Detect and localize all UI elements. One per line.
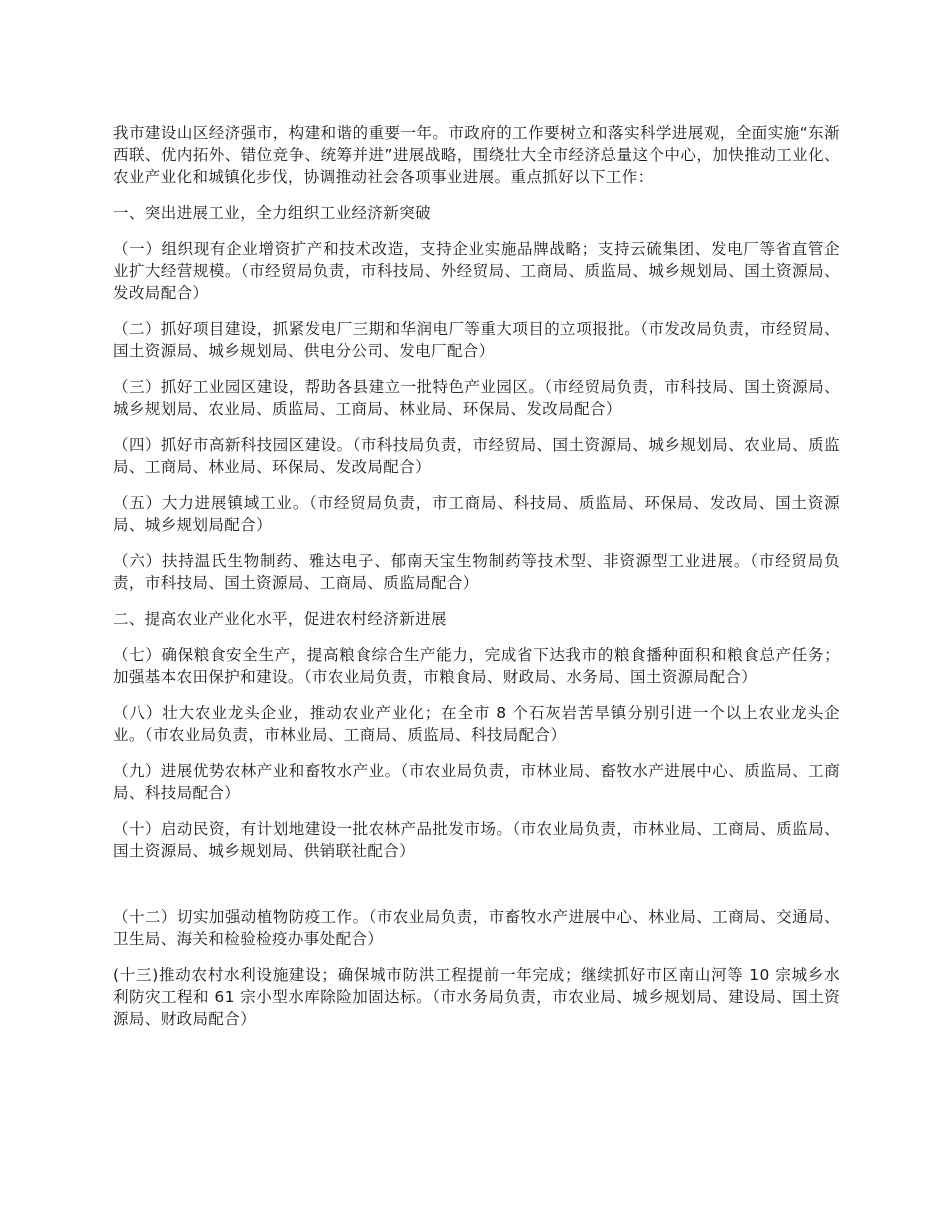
section-2-item-13: (十三)推动农村水利设施建设；确保城市防洪工程提前一年完成；继续抓好市区南山河等 10 宗城乡水利防灾工程和 61 宗小型水库除险加固达标。（市水务局负责，市农业局、城乡规划局、建设局、国土资源局、财政局配合） [113,966,840,1028]
section-1-item-6: （六）扶持温氏生物制药、雅达电子、郁南天宝生物制药等技术型、非资源型工业进展。（市经贸局负责，市科技局、国土资源局、工商局、质监局配合） [113,552,840,592]
section-1-item-2: （二）抓好项目建设，抓紧发电厂三期和华润电厂等重大项目的立项报批。（市发改局负责，市经贸局、国土资源局、城乡规划局、供电分公司、发电厂配合） [113,320,840,360]
section-2-heading: 二、提高农业产业化水平，促进农村经济新进展 [113,610,447,628]
section-1-item-3: （三）抓好工业园区建设，帮助各县建立一批特色产业园区。（市经贸局负责，市科技局、国土资源局、城乡规划局、农业局、质监局、工商局、林业局、环保局、发改局配合） [113,378,840,418]
section-1-heading: 一、突出进展工业，全力组织工业经济新突破 [113,204,432,222]
section-2-item-9: （九）进展优势农林产业和畜牧水产业。（市农业局负责，市林业局、畜牧水产进展中心、质监局、工商局、科技局配合） [113,762,840,802]
section-2-item-8: （八）壮大农业龙头企业，推动农业产业化；在全市 8 个石灰岩苦旱镇分别引进一个以上农业龙头企业。（市农业局负责，市林业局、工商局、质监局、科技局配合） [113,704,840,744]
section-2-item-12: （十二）切实加强动植物防疫工作。（市农业局负责，市畜牧水产进展中心、林业局、工商局、交通局、卫生局、海关和检验检疫办事处配合） [113,908,840,948]
blank-gap [113,876,840,906]
section-1-item-1: （一）组织现有企业增资扩产和技术改造，支持企业实施品牌战略；支持云硫集团、发电厂等省直管企业扩大经营规模。（市经贸局负责，市科技局、外经贸局、工商局、质监局、城乡规划局、国土资源局、发改局配合） [113,240,840,302]
section-2-item-7: （七）确保粮食安全生产，提高粮食综合生产能力，完成省下达我市的粮食播种面积和粮食总产任务；加强基本农田保护和建设。（市农业局负责，市粮食局、财政局、水务局、国土资源局配合） [113,646,840,686]
section-1-item-5: （五）大力进展镇域工业。（市经贸局负责，市工商局、科技局、质监局、环保局、发改局、国土资源局、城乡规划局配合） [113,494,840,534]
section-2-item-10: （十）启动民资，有计划地建设一批农林产品批发市场。（市农业局负责，市林业局、工商局、质监局、国土资源局、城乡规划局、供销联社配合） [113,820,840,860]
section-1-item-4: （四）抓好市高新科技园区建设。（市科技局负责，市经贸局、国土资源局、城乡规划局、农业局、质监局、工商局、林业局、环保局、发改局配合） [113,436,840,476]
document-page [113,122,840,1044]
intro-paragraph: 我市建设山区经济强市，构建和谐的重要一年。市政府的工作要树立和落实科学进展观，全面实施“东渐西联、优内拓外、错位竞争、统筹并进”进展战略，围绕壮大全市经济总量这个中心，加快推动工业化、农业产业化和城镇化步伐，协调推动社会各项事业进展。重点抓好以下工作： [113,124,840,186]
